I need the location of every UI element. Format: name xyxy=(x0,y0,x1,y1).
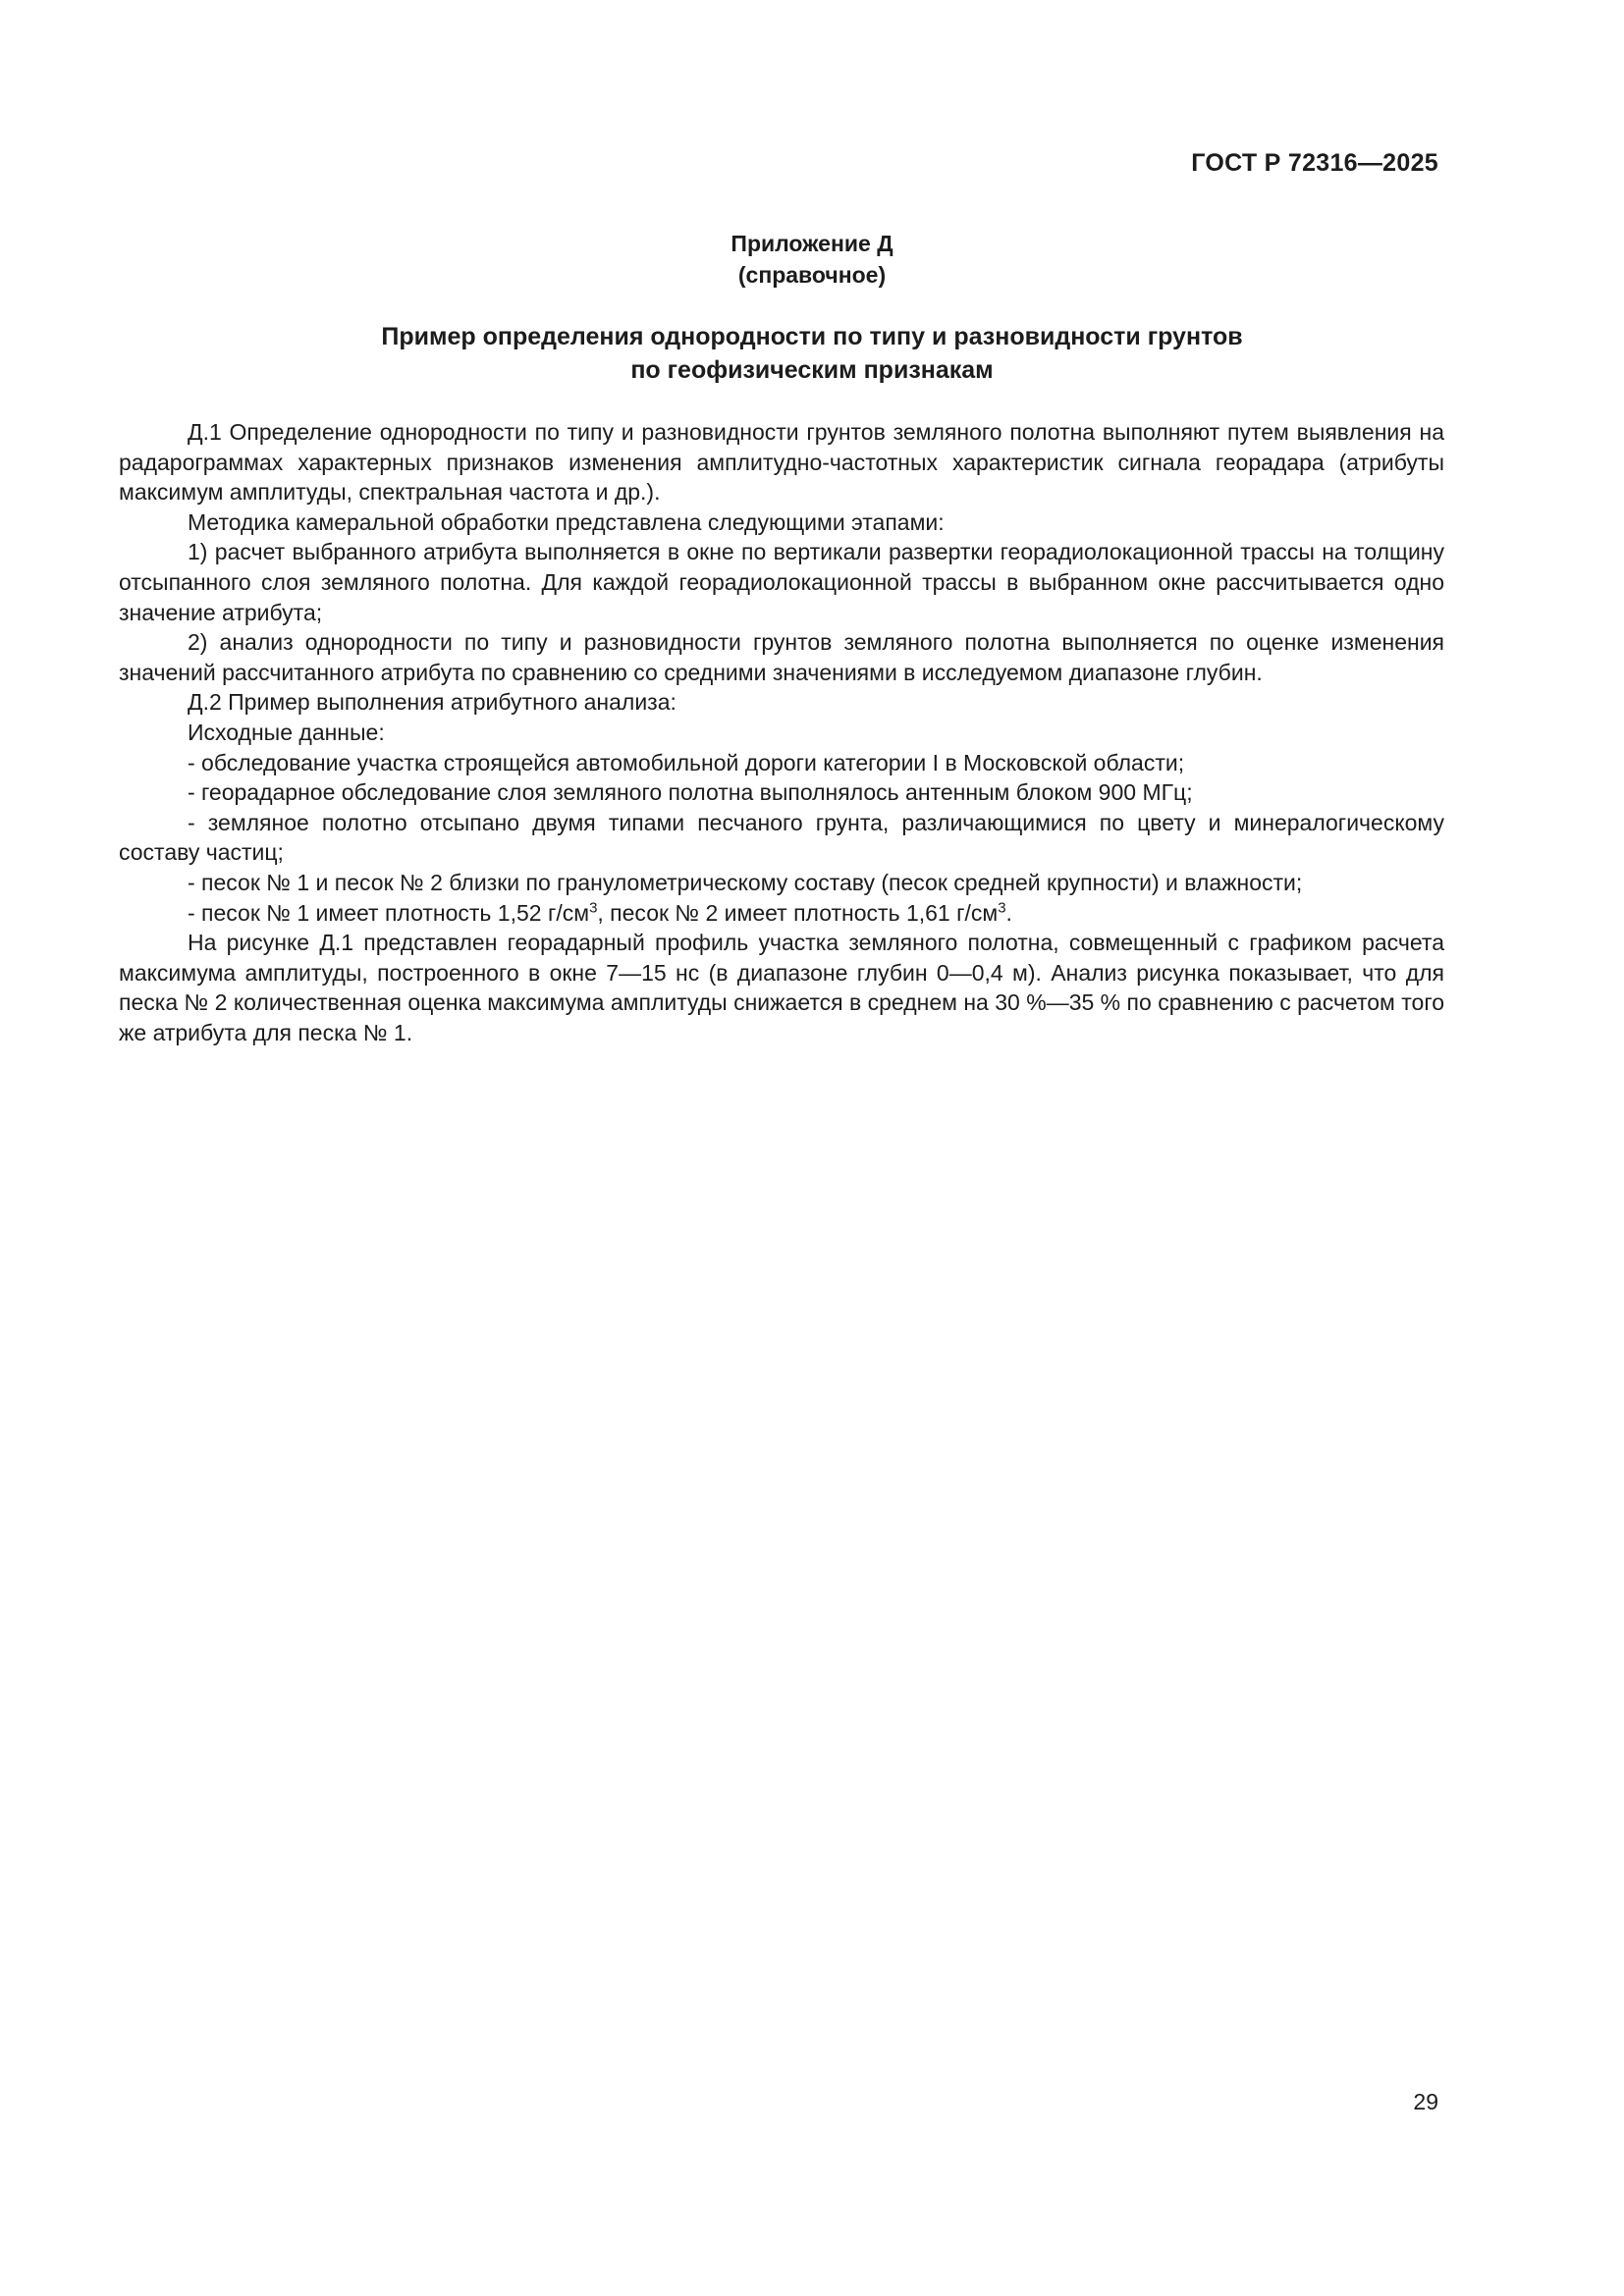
appendix-title xyxy=(0,320,1624,387)
paragraph-source-data: Исходные данные: xyxy=(188,719,385,745)
page-number: 29 xyxy=(1413,2089,1438,2114)
body-text xyxy=(119,417,1444,1047)
paragraph-step-1: 1) расчет выбранного атрибута выполняется в окне по вертикали развертки георадиолокационной трассы на толщину отсыпанного слоя земляного полотна. Для каждой георадиолокационной трассы в выбранном окне рассчитывается одно значение атрибута; xyxy=(119,539,1444,625)
density-text-3: . xyxy=(1005,899,1012,926)
appendix-heading xyxy=(0,228,1624,291)
appendix-type: (справочное) xyxy=(737,262,887,288)
appendix-title-line-1: Пример определения однородности по типу и разновидности грунтов xyxy=(381,323,1243,350)
paragraph-method-intro: Методика камеральной обработки представлена следующими этапами: xyxy=(188,508,945,535)
paragraph-d2: Д.2 Пример выполнения атрибутного анализа: xyxy=(188,689,677,716)
paragraph-d1: Д.1 Определение однородности по типу и разновидности грунтов земляного полотна выполняют путем выявления на радарограммах характерных признаков изменения амплитудно-частотных характеристик сигнала георадара (атрибуты максимум амплитуды, спектральная частота и др.). xyxy=(119,419,1444,506)
paragraph-step-2: 2) анализ однородности по типу и разновидности грунтов земляного полотна выполняется по оценке изменения значений рассчитанного атрибута по сравнению со средними значениями в исследуемом диапазоне глубин. xyxy=(119,629,1444,685)
list-item-density xyxy=(119,898,1444,929)
list-item-sand-types: - земляное полотно отсыпано двумя типами песчаного грунта, различающимися по цвету и минералогическому составу частиц; xyxy=(119,809,1444,866)
appendix-label: Приложение Д xyxy=(731,231,893,256)
appendix-title-line-2: по геофизическим признакам xyxy=(630,356,994,384)
list-item-survey-site: - обследование участка строящейся автомобильной дороги категории I в Московской области; xyxy=(188,749,1185,775)
density-text-1: - песок № 1 имеет плотность 1,52 г/см xyxy=(188,899,590,926)
paragraph-figure-d1: На рисунке Д.1 представлен георадарный профиль участка земляного полотна, совмещенный с графиком расчета максимума амплитуды, построенного в окне 7—15 нс (в диапазоне глубин 0—0,4 м). Анализ рисунка показывает, что для песка № 2 количественная оценка максимума амплитуды снижается в среднем на 30 %—35 % по сравнению с расчетом того же атрибута для песка № 1. xyxy=(119,930,1444,1045)
document-number: ГОСТ Р 72316—2025 xyxy=(1191,149,1438,177)
list-item-antenna: - георадарное обследование слоя земляного полотна выполнялось антенным блоком 900 МГц; xyxy=(188,779,1193,806)
density-text-2: , песок № 2 имеет плотность 1,61 г/см xyxy=(597,899,999,926)
list-item-granulometry: - песок № 1 и песок № 2 близки по гранулометрическому составу (песок средней крупности) и влажности; xyxy=(188,869,1303,895)
density-unit-exponent-1: 3 xyxy=(589,898,598,916)
density-unit-exponent-2: 3 xyxy=(998,898,1006,916)
